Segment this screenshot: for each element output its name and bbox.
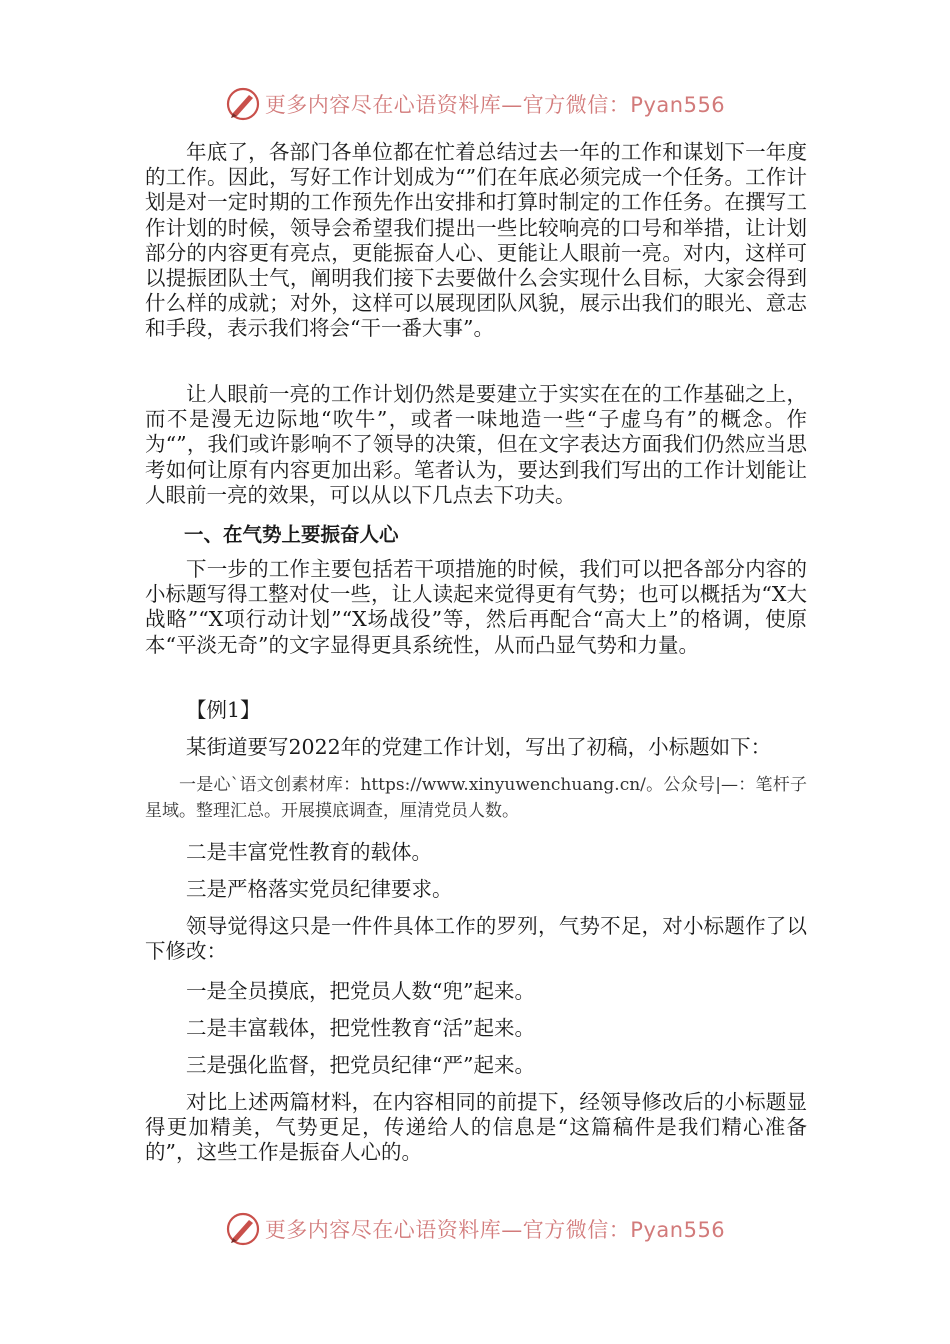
pen-logo-icon — [225, 86, 261, 122]
footer-watermark — [0, 1209, 950, 1249]
section-heading-1: 一、在气势上要振奋人心 — [184, 523, 399, 546]
paragraph-draft-3: 三是严格落实党员纪律要求。 — [186, 877, 453, 901]
header-banner-text: 更多内容尽在心语资料库—官方微信：Pyan556 — [264, 93, 726, 117]
pen-logo-icon — [225, 1211, 261, 1247]
footer-banner-text: 更多内容尽在心语资料库—官方微信：Pyan556 — [264, 1218, 726, 1242]
paragraph-conclusion: 对比上述两篇材料，在内容相同的前提下，经领导修改后的小标题显得更加精美，气势更足，传递给人的信息是“这篇稿件是我们精心准备的”，这些工作是振奋人心的。 — [145, 1090, 807, 1165]
paragraph-draft-2: 二是丰富党性教育的载体。 — [186, 840, 432, 864]
paragraph-2: 让人眼前一亮的工作计划仍然是要建立于实实在在的工作基础之上，而不是漫无边际地“吹牛”，或者一味地造一些“子虚乌有”的概念。作为“”，我们或许影响不了领导的决策，但在文字表达方面我们仍然应当思考如何让原有内容更加出彩。笔者认为，要达到我们写出的工作计划能让人眼前一亮的效果，可以从以下几点去下功夫。 — [145, 382, 807, 507]
header-watermark — [0, 84, 950, 124]
paragraph-revised-1: 一是全员摸底，把党员人数“兜”起来。 — [186, 979, 535, 1003]
paragraph-3: 下一步的工作主要包括若干项措施的时候，我们可以把各部分内容的小标题写得工整对仗一些，让人读起来觉得更有气势；也可以概括为“X大战略”“X项行动计划”“X场战役”等，然后再配合“高大上”的格调，使原本“平淡无奇”的文字显得更具系统性，从而凸显气势和力量。 — [145, 557, 807, 657]
paragraph-revised-2: 二是丰富载体，把党性教育“活”起来。 — [186, 1016, 535, 1040]
paragraph-comment: 领导觉得这只是一件件具体工作的罗列，气势不足，对小标题作了以下修改： — [145, 914, 807, 964]
paragraph-revised-3: 三是强化监督，把党员纪律“严”起来。 — [186, 1053, 535, 1077]
paragraph-example-intro: 某街道要写2022年的党建工作计划，写出了初稿，小标题如下： — [186, 735, 772, 759]
paragraph-intro: 年底了，各部门各单位都在忙着总结过去一年的工作和谋划下一年度的工作。因此，写好工作计划成为“”们在年底必须完成一个任务。工作计划是对一定时期的工作预先作出安排和打算时制定的工作任务。在撰写工作计划的时候，领导会希望我们提出一些比较响亮的口号和举措，让计划部分的内容更有亮点，更能振奋人心、更能让人眼前一亮。对内，这样可以提振团队士气，阐明我们接下去要做什么会实现什么目标，大家会得到什么样的成就；对外，这样可以展现团队风貌，展示出我们的眼光、意志和手段，表示我们将会“干一番大事”。 — [145, 140, 807, 341]
paragraph-draft-1: 一是心`语文创素材库：https://www.xinyuwenchuang.cn/。公众号|—：笔杆子星域。整理汇总。开展摸底调查，厘清党员人数。 — [145, 775, 807, 821]
example-label: 【例1】 — [186, 698, 261, 722]
